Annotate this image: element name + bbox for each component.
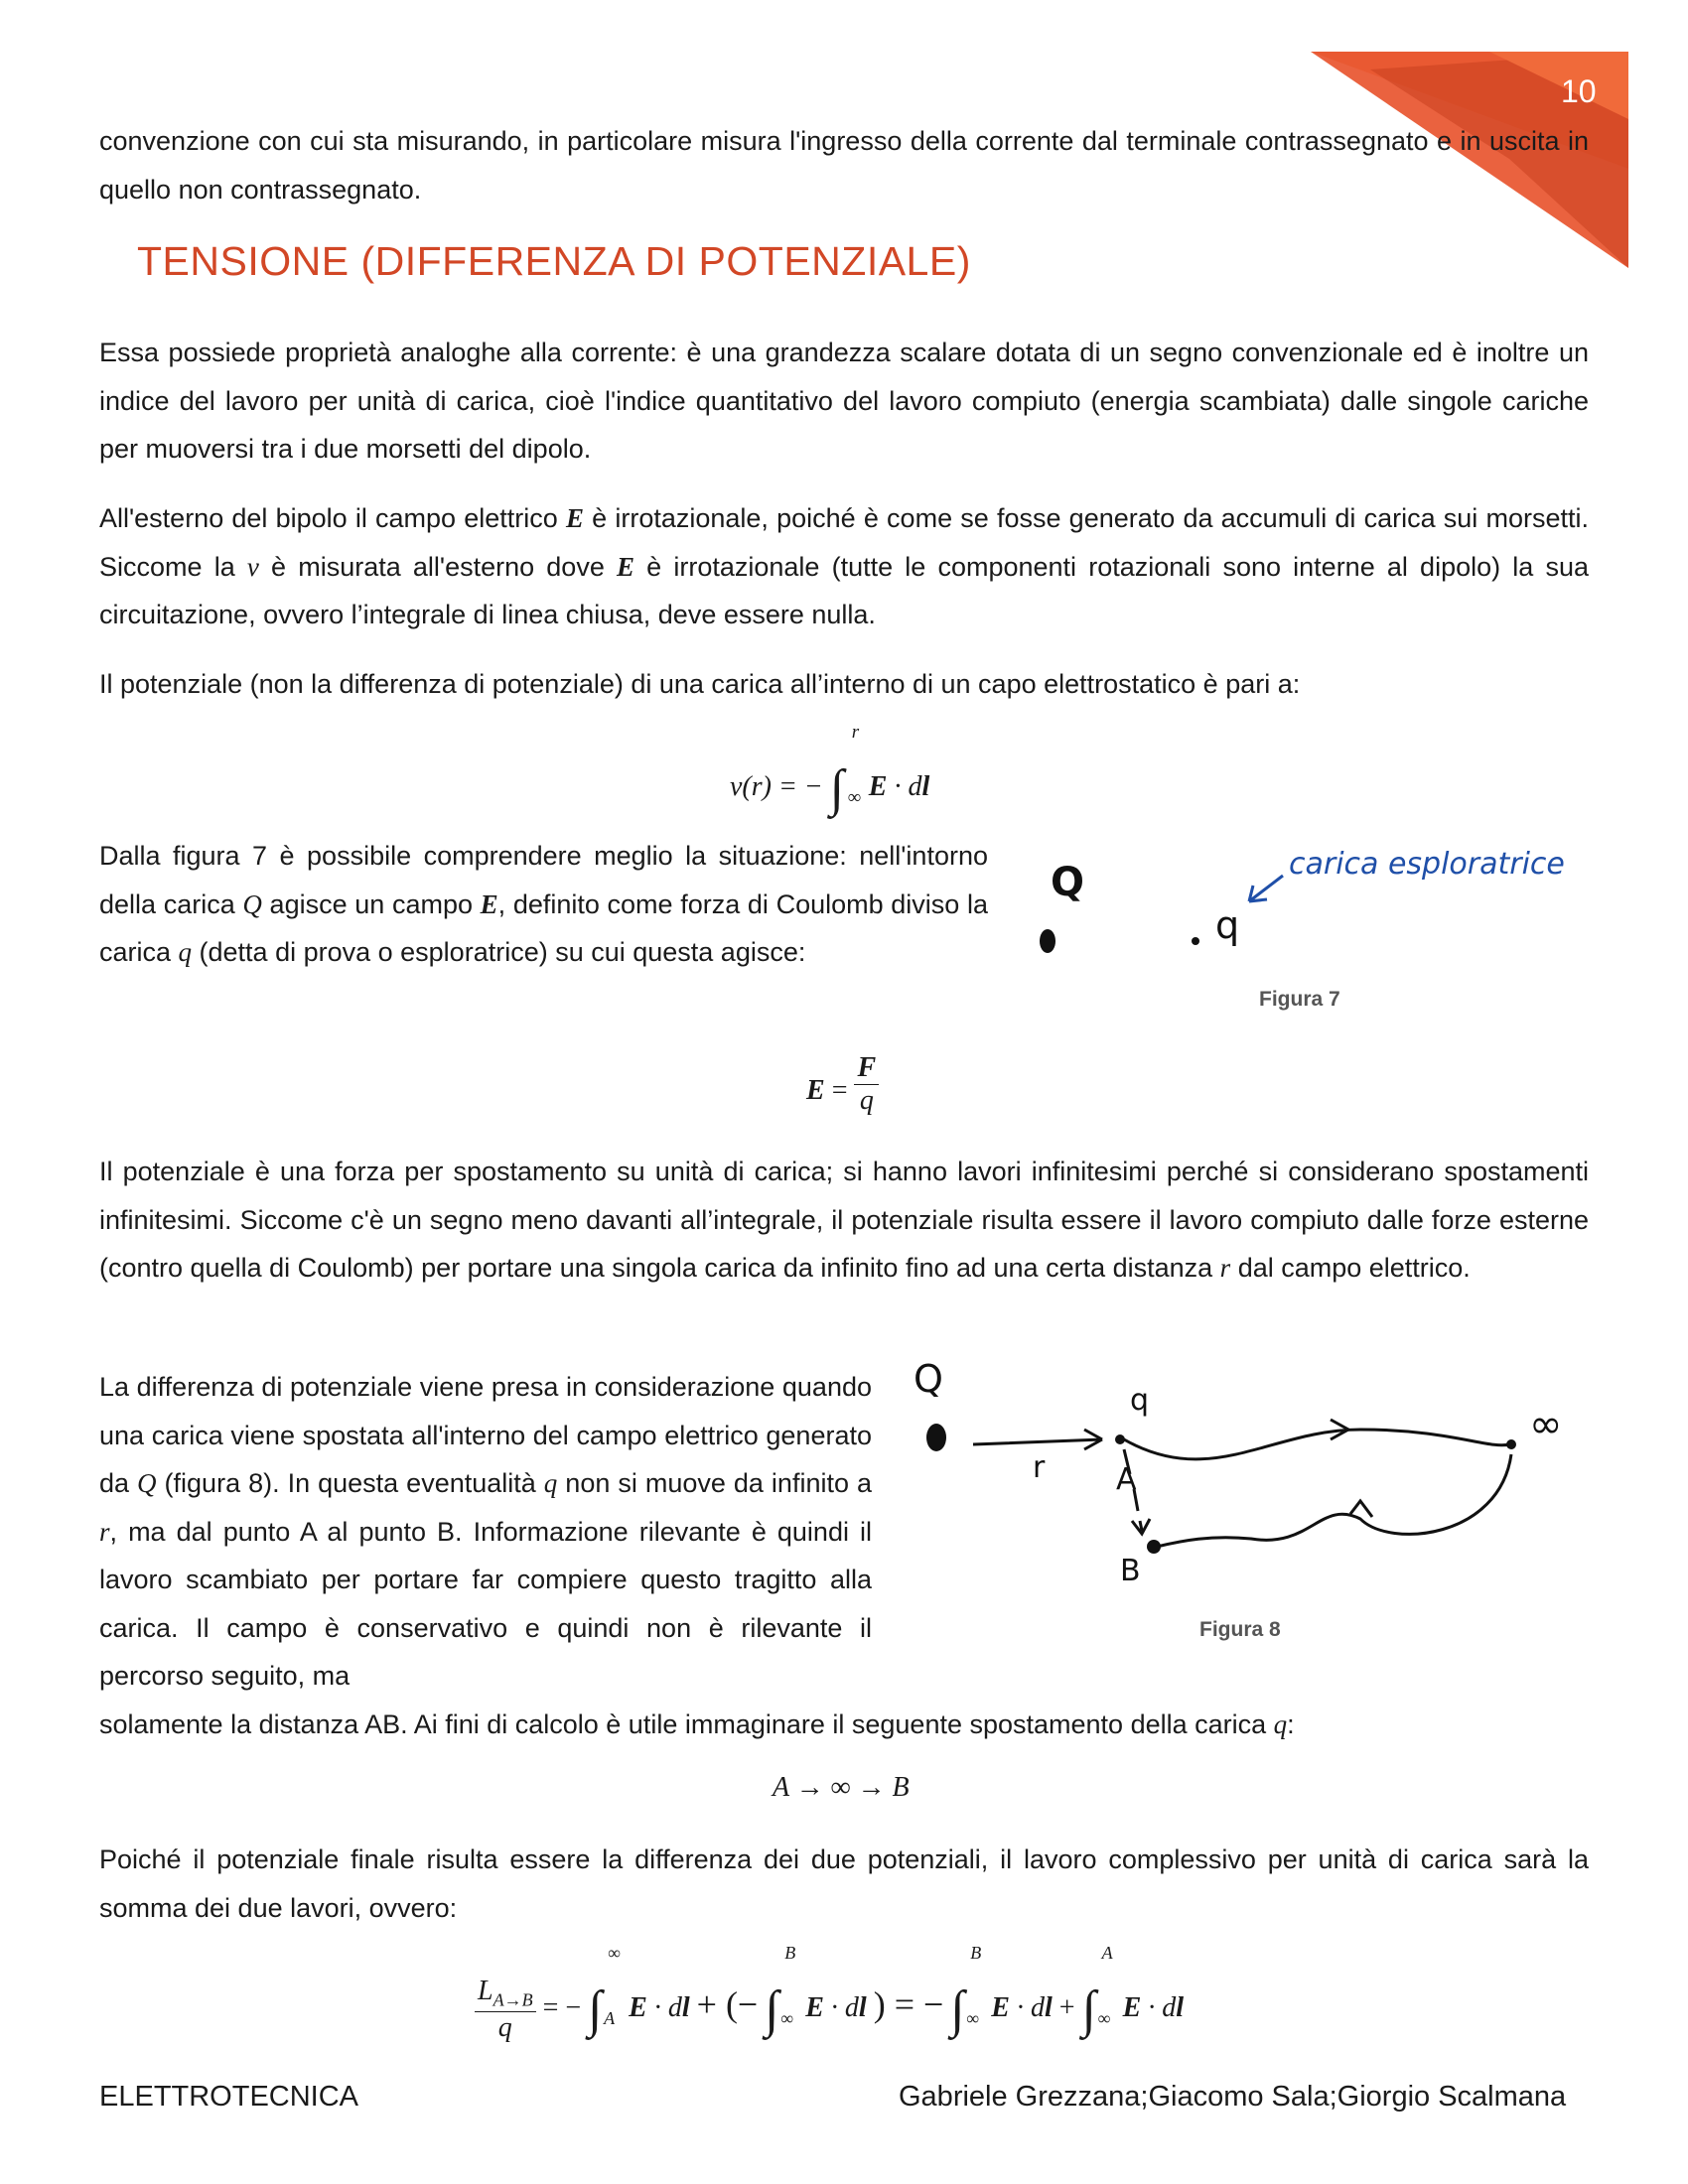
equation-work-sum: $\frac{L_{A\to B}}{q}$ = − ∫ ∞ A E · dl + (− ∫ B ∞ E · dl ) = − ∫ B ∞ E · dl + ∫ A ∞ E · dl (475, 1971, 1184, 2044)
figure8-path-to-B (1157, 1454, 1511, 1547)
paragraph-figure7: Dalla figura 7 è possibile comprendere meglio la situazione: nell'intorno della carica Q agisce un campo E, definito come forza di Coulomb diviso la carica q (detta di prova o esploratrice) su cui questa agisce: (99, 841, 988, 967)
figure8-r-arrow (973, 1430, 1102, 1449)
paragraph-properties: Essa possiede proprietà analoghe alla corrente: è una grandezza scalare dotata di un segno convenzionale ed è inoltre un indice del lavoro per unità di carica, cioè l'indice quantitativo del lavoro compiuto (energia scambiata) dalle singole cariche per muoversi tra i due morsetti del dipolo. (99, 338, 1589, 464)
figure7-test-charge-dot (1192, 937, 1199, 945)
page-number: 10 (1561, 73, 1597, 109)
paragraph-potential: Il potenziale (non la differenza di potenziale) di una carica all’interno di un capo elettrostatico è pari a: (99, 669, 1301, 699)
figure7-source-charge (1040, 929, 1055, 953)
footer-course: ELETTROTECNICA (99, 2081, 359, 2113)
figure7-annotation-arrow (1249, 876, 1283, 901)
figure8-point-A (1115, 1434, 1125, 1444)
figure8-source-charge (926, 1424, 946, 1451)
figure8-q-label: q (1130, 1383, 1150, 1418)
figure8-B-label: B (1120, 1554, 1141, 1588)
figure8-Q-label: Q (914, 1357, 943, 1401)
section-heading: TENSIONE (DIFFERENZA DI POTENZIALE) (137, 238, 971, 284)
figure-8 (894, 1350, 1609, 1598)
paragraph-irrotational: All'esterno del bipolo il campo elettrico E è irrotazionale, poiché è come se fosse generato da accumuli di carica sui morsetti. Siccome la v è misurata all'esterno dove E è irrotazionale (tutte le componenti rotazionali sono interne al dipolo) la sua circuitazione, ovvero l’integrale di linea chiusa, deve essere nulla. (99, 503, 1589, 629)
paragraph-displacement: solamente la distanza AB. Ai fini di calcolo è utile immaginare il seguente spostamento della carica q: (99, 1709, 1295, 1739)
figure-7 (1023, 834, 1579, 983)
paragraph-work: Il potenziale è una forza per spostamento su unità di carica; si hanno lavori infinitesimi perché si considerano spostamenti infinitesimi. Siccome c'è un segno meno davanti all’integrale, il potenziale risulta essere il lavoro compiuto dalle forze esterne (contro quella di Coulomb) per portare una singola carica da infinito fino ad una certa distanza r dal campo elettrico. (99, 1157, 1589, 1283)
paragraph-sum: Poiché il potenziale finale risulta essere la differenza dei due potenziali, il lavoro complessivo per unità di carica sarà la somma dei due lavori, ovvero: (99, 1844, 1589, 1923)
figure8-infinity-point (1506, 1439, 1516, 1449)
equation-potential: v(r) = − ∫ r ∞ E · dl (730, 722, 930, 817)
figure8-r-label: r (1033, 1450, 1046, 1485)
figure8-caption: Figura 8 (1199, 1618, 1281, 1641)
paragraph-difference: La differenza di potenziale viene presa in considerazione quando una carica viene spostata all'interno del campo elettrico generato da Q (figura 8). In questa eventualità q non si muove da infinito a r, ma dal punto A al punto B. Informazione rilevante è quindi il lavoro scambiato per portare far compiere questo tragitto alla carica. Il campo è conservativo e quindi non è rilevante il percorso seguito, ma (99, 1372, 872, 1691)
equation-field: E = $\frac{F}{q}$ (806, 1052, 879, 1117)
equation-path: A → ∞ → B (773, 1772, 910, 1803)
figure8-infinity-label: ∞ (1529, 1402, 1563, 1447)
figure8-point-B (1147, 1540, 1161, 1554)
figure7-caption: Figura 7 (1259, 988, 1340, 1011)
figure8-path-to-infinity (1124, 1430, 1509, 1459)
figure7-annotation: carica esploratrice (1289, 847, 1565, 882)
figure7-Q-label: Q (1051, 860, 1085, 905)
figure8-A-label: A (1116, 1462, 1137, 1497)
intro-paragraph: convenzione con cui sta misurando, in particolare misura l'ingresso della corrente dal terminale contrassegnato e in uscita in quello non contrassegnato. (99, 126, 1589, 205)
figure7-q-label: q (1215, 903, 1240, 947)
footer-authors: Gabriele Grezzana;Giacomo Sala;Giorgio Scalmana (899, 2081, 1567, 2113)
